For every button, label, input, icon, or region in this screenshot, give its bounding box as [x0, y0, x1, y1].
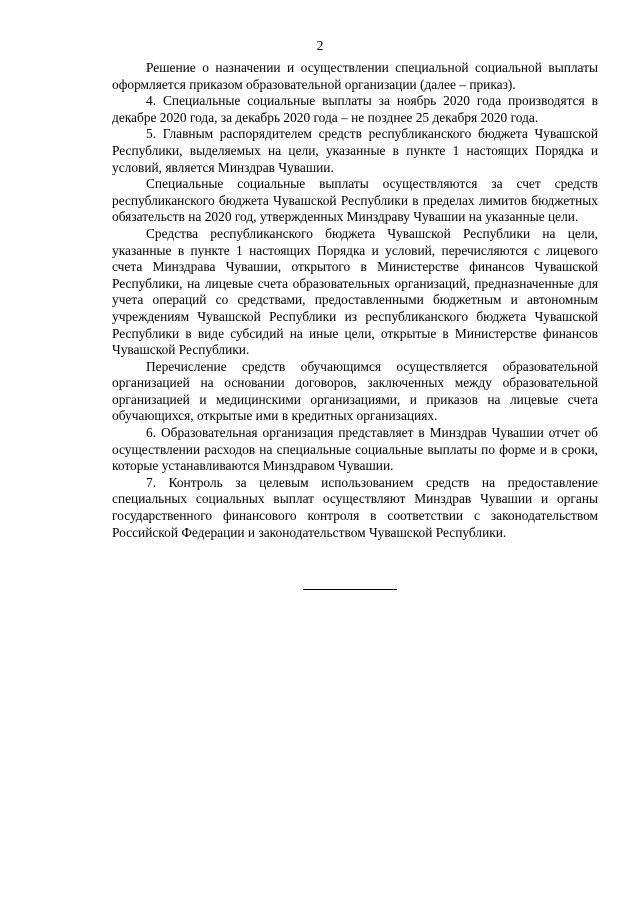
paragraph-item-6-report: 6. Образовательная организация представляет в Минздрав Чувашии отчет об осуществлении расходов на специальные социальные выплаты по форме и в сроки, которые устанавливаются Минздравом Чувашии. — [112, 425, 598, 474]
paragraph-decision: Решение о назначении и осуществлении специальной социальной выплаты оформляется приказом образовательной организации (далее – приказ). — [112, 60, 598, 92]
paragraph-transfer-to-students: Перечисление средств обучающимся осуществляется образовательной организацией на основании договоров, заключенных между образовательной организацией и медицинскими организациями, и приказов на лицевые счета обучающихся, открытые ими в кредитных организациях. — [112, 358, 598, 424]
paragraph-item-4-payment-terms: 4. Специальные социальные выплаты за ноябрь 2020 года производятся в декабре 2020 года, за декабрь 2020 года – не позднее 25 декабря 2020 года. — [112, 93, 598, 125]
paragraph-item-5-chief-administrator: 5. Главным распорядителем средств республиканского бюджета Чувашской Республики, выделяемых на цели, указанные в пункте 1 настоящих Порядка и условий, является Минздрав Чувашии. — [112, 126, 598, 175]
paragraph-item-7-control: 7. Контроль за целевым использованием средств на предоставление специальных социальных выплат осуществляют Минздрав Чувашии и органы государственного финансового контроля в соответствии с законодательством Российской Федерации и законодательством Чувашской Республики. — [112, 474, 598, 540]
page-number: 2 — [316, 38, 324, 53]
paragraph-funding-source: Специальные социальные выплаты осуществляются за счет средств республиканского бюджета Чувашской Республики в пределах лимитов бюджетных обязательств на 2020 год, утвержденных Минздраву Чувашии на указанные цели. — [112, 176, 598, 225]
paragraph-funds-transfer: Средства республиканского бюджета Чувашской Республики на цели, указанные в пункте 1 настоящих Порядка и условий, перечисляются с лицевого счета Минздрава Чувашии, открытого в Министерстве финансов Чувашской Республики, на лицевые счета образовательных организаций, предназначенные для учета операций со средствами, предоставленными бюджетным и автономным учреждениям Чувашской Республики из республиканского бюджета Чувашской Республики в виде субсидий на иные цели, открытые в Министерстве финансов Чувашской Республики. — [112, 225, 598, 358]
document-body — [112, 60, 598, 541]
end-separator-line — [303, 589, 397, 590]
